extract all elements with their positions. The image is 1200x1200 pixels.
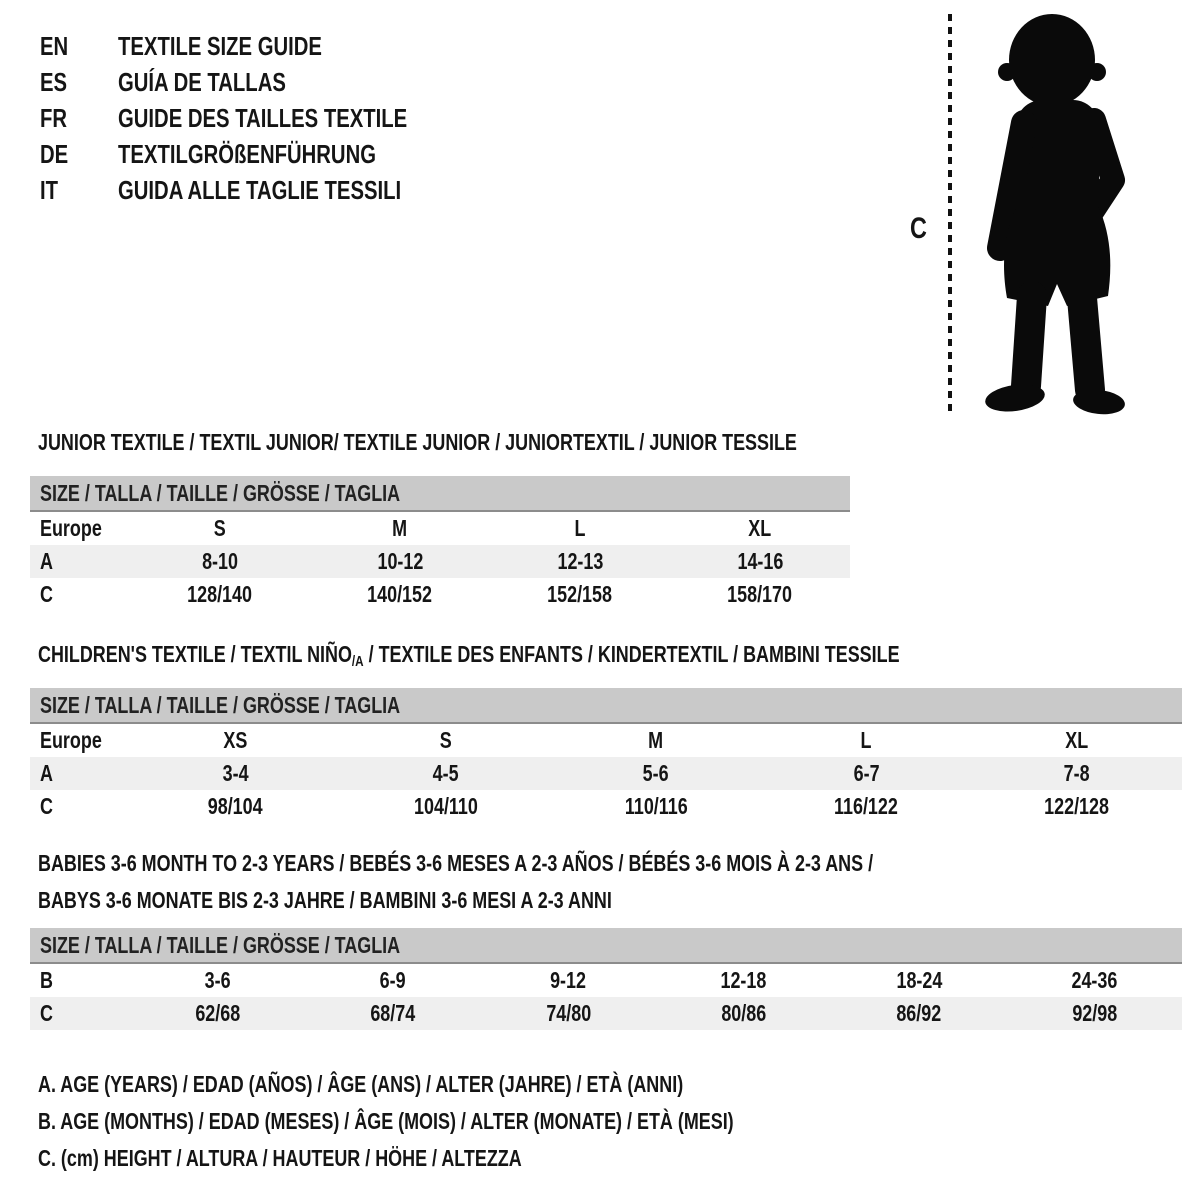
cell-value: 122/128	[1044, 793, 1110, 819]
cell-value: 3-4	[222, 760, 249, 786]
table-row-age	[30, 757, 1182, 790]
cell-value: 8-10	[202, 548, 238, 574]
cell-value: 9-12	[550, 967, 587, 993]
babies-section-heading: BABIES 3-6 MONTH TO 2-3 YEARS / BEBÉS 3-6 MESES A 2-3 AÑOS / BÉBÉS 3-6 MOIS À 2-3 ANS / BABYS 3-6 MONATE BIS 2-3 JAHRE / BAMBINI 3-6 MESI A 2-3 ANNI	[38, 850, 874, 913]
size-col: M	[648, 727, 664, 753]
cell-value: 68/74	[370, 1000, 416, 1026]
cell-value: 4-5	[432, 760, 459, 786]
table-row-height	[30, 578, 850, 611]
cell-value: 158/170	[727, 581, 793, 607]
nino-a-subscript: /A	[351, 653, 364, 670]
region-label: Europe	[40, 727, 102, 753]
cell-value: 10-12	[377, 548, 423, 574]
cell-value: 110/116	[624, 793, 688, 819]
children-section-heading: CHILDREN'S TEXTILE / TEXTIL $NIÑO_{/A}$ / TEXTILE DES ENFANTS / KINDERTEXTIL / BAMBINI TESSILE	[38, 641, 900, 670]
size-col: XL	[748, 515, 772, 541]
cell-value: 14-16	[737, 548, 783, 574]
language-code: DE	[40, 138, 69, 169]
cell-value: 74/80	[545, 1000, 591, 1026]
language-code: EN	[40, 30, 69, 61]
size-col: XL	[1065, 727, 1089, 753]
cell-value: 6-7	[853, 760, 880, 786]
height-measure-label: C	[910, 212, 927, 245]
row-label: B	[40, 967, 53, 993]
cell-value: 12-13	[557, 548, 603, 574]
cell-value: 116/122	[834, 793, 899, 819]
cell-value: 12-18	[720, 967, 767, 993]
size-header-bar: SIZE / TALLA / TAILLE / GRÖSSE / TAGLIA	[30, 928, 1182, 964]
size-col: XS	[223, 727, 248, 753]
guide-title-de: TEXTILGRÖßENFÜHRUNG	[118, 138, 376, 169]
footnote-c: C. (cm) HEIGHT / ALTURA / HAUTEUR / HÖHE / ALTEZZA	[38, 1145, 522, 1171]
size-col: L	[860, 727, 872, 753]
table-header-row	[30, 512, 850, 545]
cell-value: 128/140	[187, 581, 253, 607]
guide-title-it: GUIDA ALLE TAGLIE TESSILI	[118, 174, 402, 205]
size-col: L	[574, 515, 586, 541]
legend-footnotes	[38, 1066, 930, 1177]
size-header-bar: SIZE / TALLA / TAILLE / GRÖSSE / TAGLIA	[30, 476, 850, 512]
guide-title-en: TEXTILE SIZE GUIDE	[118, 30, 322, 61]
language-code: FR	[40, 102, 68, 133]
table-header-row	[30, 724, 1182, 757]
junior-size-table	[30, 476, 850, 611]
cell-value: 104/110	[413, 793, 478, 819]
language-row-en	[40, 28, 489, 64]
row-label: C	[40, 581, 53, 607]
babies-size-table	[30, 928, 1182, 1030]
children-size-table	[30, 688, 1182, 823]
size-col: S	[214, 515, 226, 541]
cell-value: 7-8	[1063, 760, 1090, 786]
cell-value: 86/92	[896, 1000, 942, 1026]
language-row-it	[40, 172, 489, 208]
cell-value: 152/158	[547, 581, 613, 607]
footnote-b: B. AGE (MONTHS) / EDAD (MESES) / ÂGE (MOIS) / ALTER (MONATE) / ETÀ (MESI)	[38, 1108, 734, 1134]
guide-title-fr: GUIDE DES TAILLES TEXTILE	[118, 102, 408, 133]
language-code: IT	[40, 174, 59, 205]
row-label: C	[40, 1000, 53, 1026]
language-row-fr	[40, 100, 489, 136]
guide-title-es: GUÍA DE TALLAS	[118, 66, 286, 97]
cell-value: 18-24	[896, 967, 942, 993]
footnote-a: A. AGE (YEARS) / EDAD (AÑOS) / ÂGE (ANS) / ALTER (JAHRE) / ETÀ (ANNI)	[38, 1071, 684, 1097]
table-row-height	[30, 790, 1182, 823]
size-col: S	[439, 727, 452, 753]
toddler-silhouette-icon	[960, 8, 1140, 420]
size-col: M	[392, 515, 408, 541]
cell-value: 62/68	[195, 1000, 241, 1026]
cell-value: 92/98	[1071, 1000, 1117, 1026]
height-dashed-line	[948, 14, 952, 416]
row-label: C	[40, 793, 53, 819]
table-row-height	[30, 997, 1182, 1030]
row-label: A	[40, 548, 53, 574]
junior-section-heading: JUNIOR TEXTILE / TEXTIL JUNIOR/ TEXTILE JUNIOR / JUNIORTEXTIL / JUNIOR TESSILE	[38, 429, 797, 455]
table-row-age	[30, 545, 850, 578]
language-title-block	[40, 28, 489, 208]
size-header-bar: SIZE / TALLA / TAILLE / GRÖSSE / TAGLIA	[30, 688, 1182, 724]
cell-value: 5-6	[643, 760, 669, 786]
language-row-de	[40, 136, 489, 172]
language-row-es	[40, 64, 489, 100]
language-code: ES	[40, 66, 68, 97]
cell-value: 24-36	[1071, 967, 1118, 993]
cell-value: 80/86	[721, 1000, 767, 1026]
cell-value: 98/104	[207, 793, 263, 819]
table-row-months	[30, 964, 1182, 997]
region-label: Europe	[40, 515, 102, 541]
cell-value: 3-6	[204, 967, 231, 993]
row-label: A	[40, 760, 53, 786]
cell-value: 6-9	[380, 967, 406, 993]
cell-value: 140/152	[367, 581, 433, 607]
